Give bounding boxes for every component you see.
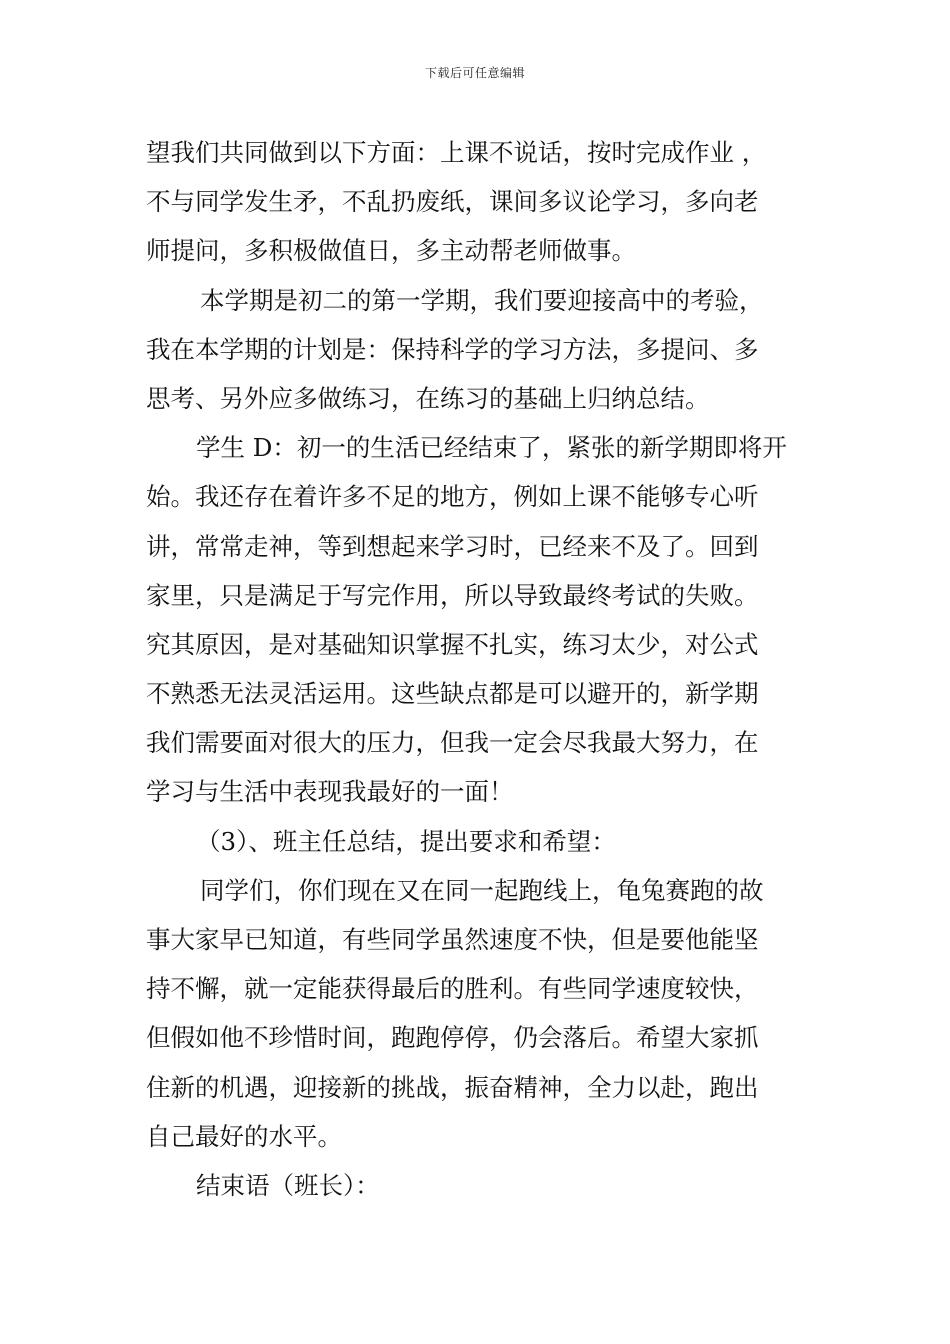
text-line: 不与同学发生矛，不乱扔废纸，课间多议论学习，多向老 [146, 187, 759, 217]
text-line: 我们需要面对很大的压力，但我一定会尽我最大努力，在 [146, 728, 759, 758]
text-line: 自己最好的水平。 [146, 1121, 342, 1151]
paragraph-start-line: 学生 D：初一的生活已经结束了，紧张的新学期即将开 [196, 433, 787, 463]
text-line: 学习与生活中表现我最好的一面！ [146, 777, 514, 807]
text-line: 望我们共同做到以下方面：上课不说话，按时完成作业 ， [146, 138, 767, 167]
text-line: 事大家早已知道，有些同学虽然速度不快，但是要他能坚 [146, 925, 759, 954]
text-line: 但假如他不珍惜时间，跑跑停停，仍会落后。希望大家抓 [146, 1023, 759, 1053]
body-text [146, 128, 816, 1210]
closing-heading: 结束语（班长）： [196, 1170, 380, 1200]
paragraph-start-line: 同学们，你们现在又在同一起跑线上，龟兔赛跑的故 [200, 875, 764, 905]
text-line: 不熟悉无法灵活运用。这些缺点都是可以避开的，新学期 [146, 679, 759, 709]
text-line: 持不懈，就一定能获得最后的胜利。有些同学速度较快， [146, 974, 759, 1004]
text-line: 讲，常常走神，等到想起来学习时，已经来不及了。回到 [146, 531, 759, 561]
text-line: 始。我还存在着许多不足的地方，例如上课不能够专心听 [146, 482, 759, 512]
text-line: 究其原因，是对基础知识掌握不扎实，练习太少，对公式 [146, 629, 759, 659]
section-heading: （3）、班主任总结，提出要求和希望： [196, 826, 616, 856]
text-line: 住新的机遇，迎接新的挑战，振奋精神，全力以赴，跑出 [146, 1072, 759, 1102]
text-line: 师提问，多积极做值日，多主动帮老师做事。 [146, 236, 636, 266]
page-header: 下载后可任意编辑 [424, 66, 525, 80]
text-line: 家里，只是满足于写完作用，所以导致最终考试的失败。 [146, 580, 759, 610]
text-line: 思考、另外应多做练习，在练习的基础上归纳总结。 [146, 383, 710, 413]
paragraph-start-line: 本学期是初二的第一学期，我们要迎接高中的考验， [200, 285, 764, 315]
text-line: 我在本学期的计划是：保持科学的学习方法，多提问、多 [146, 334, 759, 364]
